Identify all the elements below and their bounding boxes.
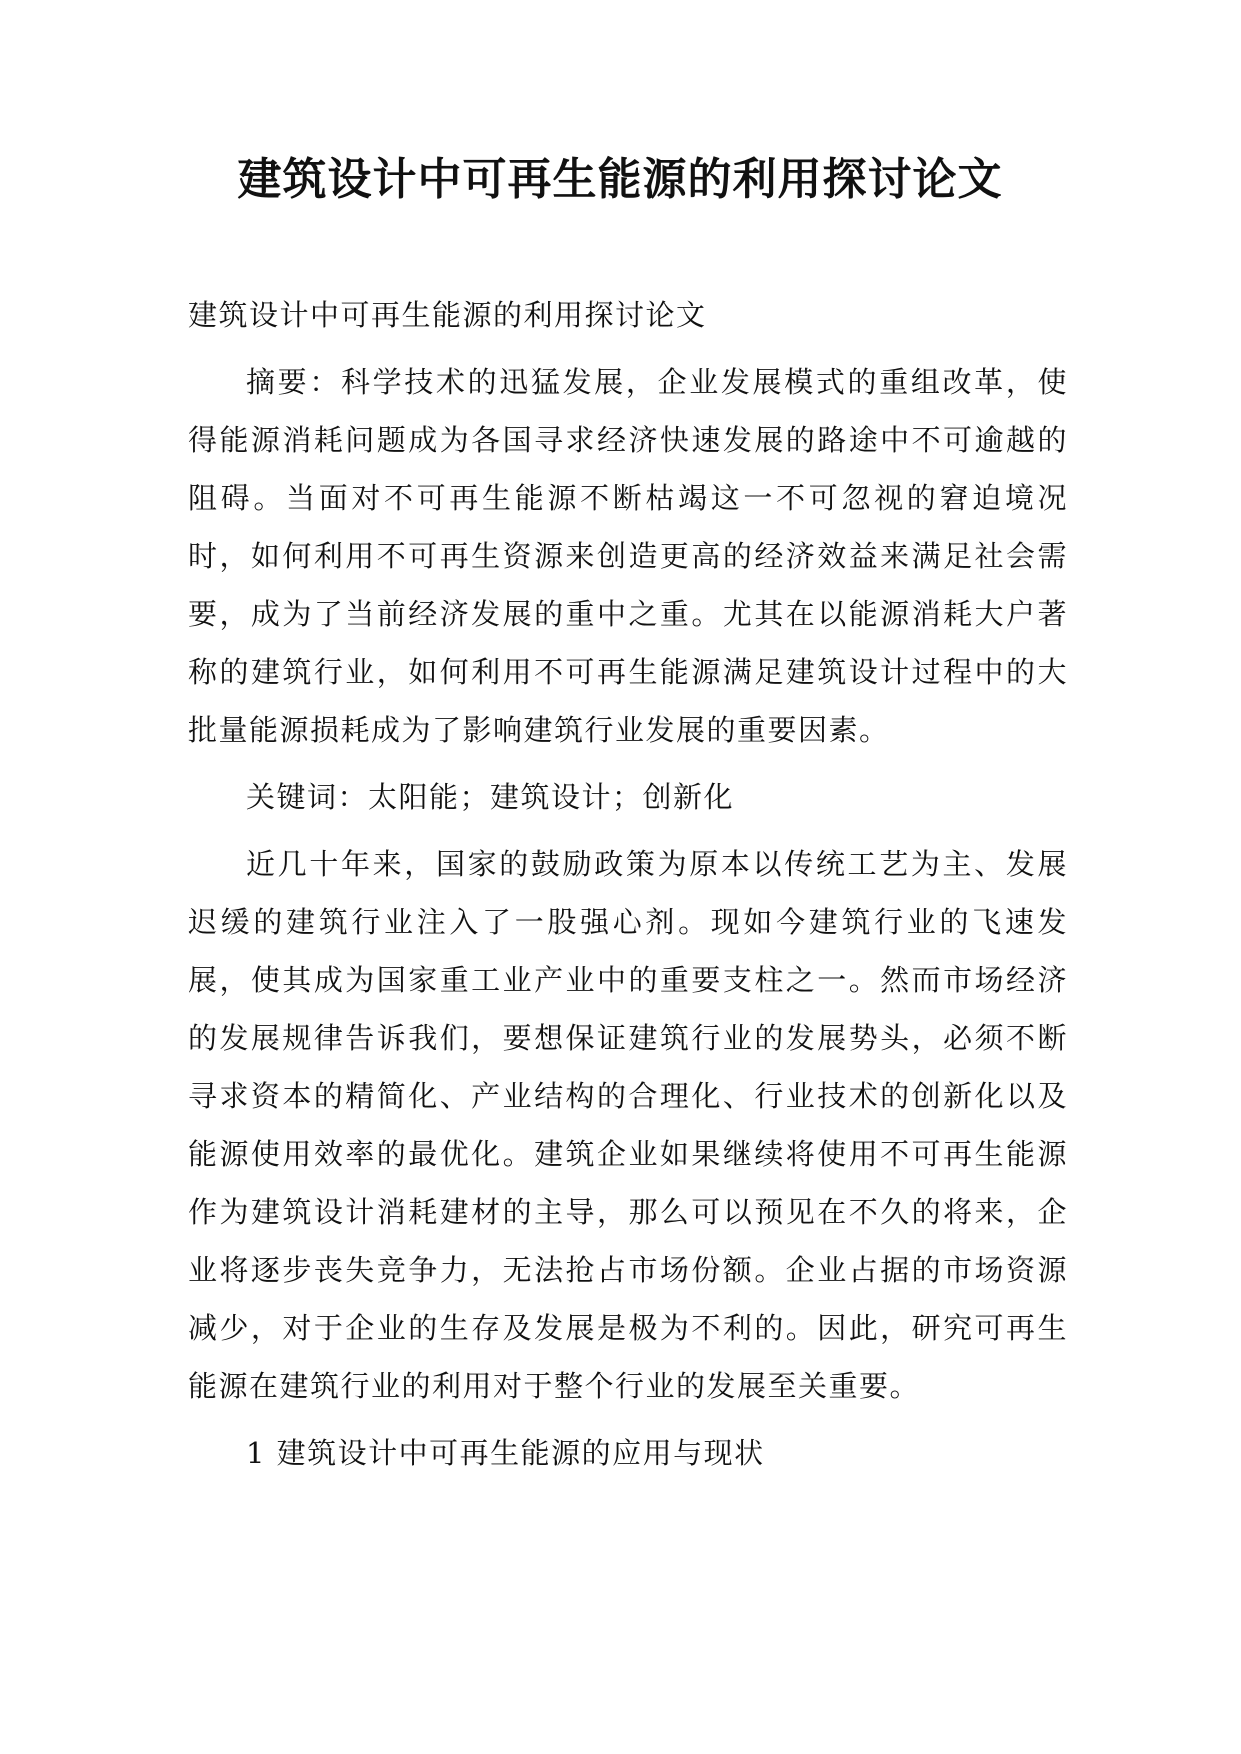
- abstract-paragraph: 摘要：科学技术的迅猛发展，企业发展模式的重组改革，使得能源消耗问题成为各国寻求经济快速发展的路途中不可逾越的阻碍。当面对不可再生能源不断枯竭这一不可忽视的窘迫境况时，如何利用不可再生资源来创造更高的经济效益来满足社会需要，成为了当前经济发展的重中之重。尤其在以能源消耗大户著称的建筑行业，如何利用不可再生能源满足建筑设计过程中的大批量能源损耗成为了影响建筑行业发展的重要因素。: [188, 365, 1068, 747]
- keywords-paragraph: 关键词：太阳能；建筑设计；创新化: [246, 780, 735, 814]
- section-heading: 1 建筑设计中可再生能源的应用与现状: [246, 1436, 765, 1470]
- subtitle-line: 建筑设计中可再生能源的利用探讨论文: [188, 298, 707, 332]
- document-title: 建筑设计中可再生能源的利用探讨论文: [237, 154, 1003, 205]
- intro-paragraph: 近几十年来，国家的鼓励政策为原本以传统工艺为主、发展迟缓的建筑行业注入了一股强心剂。现如今建筑行业的飞速发展，使其成为国家重工业产业中的重要支柱之一。然而市场经济的发展规律告诉我们，要想保证建筑行业的发展势头，必须不断寻求资本的精简化、产业结构的合理化、行业技术的创新化以及能源使用效率的最优化。建筑企业如果继续将使用不可再生能源作为建筑设计消耗建材的主导，那么可以预见在不久的将来，企业将逐步丧失竞争力，无法抢占市场份额。企业占据的市场资源减少，对于企业的生存及发展是极为不利的。因此，研究可再生能源在建筑行业的利用对于整个行业的发展至关重要。: [188, 847, 1068, 1403]
- document-body: [188, 286, 1068, 1491]
